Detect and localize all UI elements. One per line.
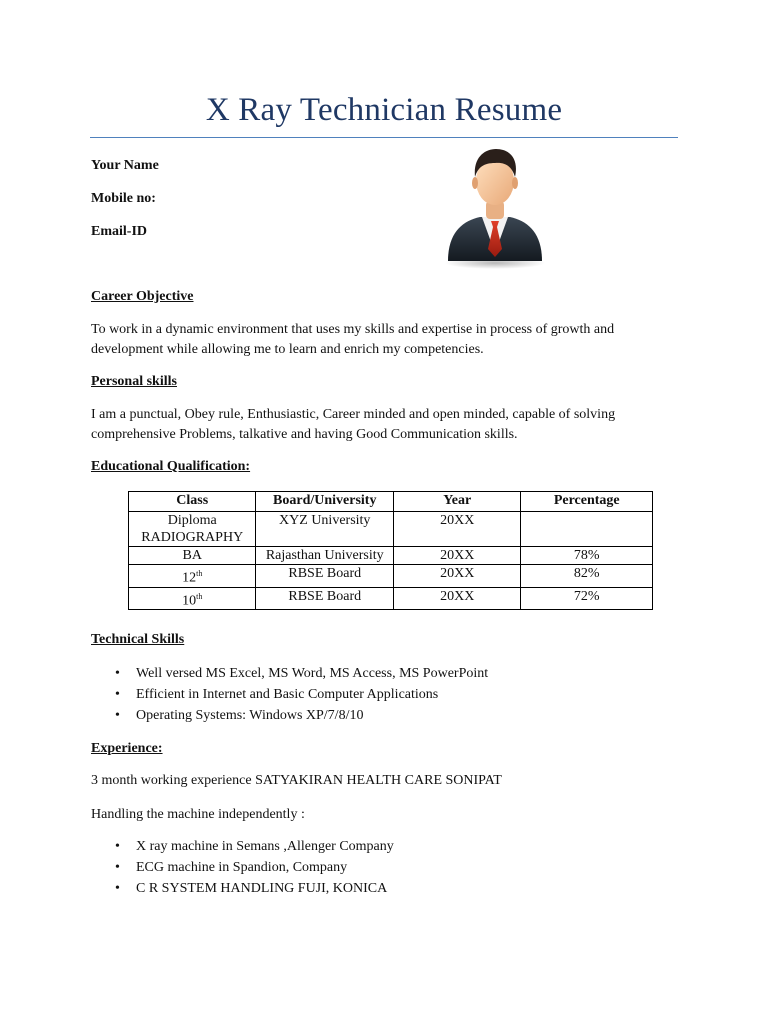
experience-handling-intro: Handling the machine independently :	[91, 807, 305, 822]
column-header-class: Class	[129, 492, 256, 512]
list-item-text: C R SYSTEM HANDLING FUJI, KONICA	[136, 881, 388, 896]
experience-heading: Experience:	[91, 741, 163, 756]
list-item	[91, 858, 394, 879]
cell-board: RBSE Board	[256, 565, 394, 588]
list-item-text: Operating Systems: Windows XP/7/8/10	[136, 708, 364, 723]
list-item-text: ECG machine in Spandion, Company	[136, 860, 348, 875]
bullet-icon: •	[115, 860, 120, 875]
class-ordinal-suffix: th	[196, 591, 203, 601]
career-objective-text: To work in a dynamic environment that uses my skills and expertise in process of growth and development while allowing me to learn and enrich my competencies.	[91, 322, 615, 357]
cell-year: 20XX	[394, 512, 521, 547]
experience-summary: 3 month working experience SATYAKIRAN HEALTH CARE SONIPAT	[91, 773, 502, 788]
cell-board: Rajasthan University	[256, 547, 394, 565]
education-heading: Educational Qualification:	[91, 459, 251, 474]
bullet-icon: •	[115, 687, 120, 702]
name-label: Your Name	[91, 158, 159, 173]
list-item	[91, 706, 488, 727]
technical-skills-heading: Technical Skills	[91, 632, 185, 647]
column-header-percentage: Percentage	[521, 492, 653, 512]
bullet-icon: •	[115, 839, 120, 854]
experience-list	[91, 837, 394, 900]
cell-board: XYZ University	[256, 512, 394, 547]
cell-year: 20XX	[394, 547, 521, 565]
personal-skills-text: I am a punctual, Obey rule, Enthusiastic, Career minded and open minded, capable of solving comprehensive Problems, talkative and having Good Communication skills.	[91, 407, 616, 442]
title-divider	[90, 137, 678, 138]
cell-percentage: 82%	[521, 565, 653, 588]
cell-class: Diploma RADIOGRAPHY	[129, 512, 256, 547]
column-header-board: Board/University	[256, 492, 394, 512]
cell-class	[129, 587, 256, 610]
table-header-row	[129, 492, 653, 512]
mobile-label: Mobile no:	[91, 191, 156, 206]
cell-class: BA	[129, 547, 256, 565]
list-item-text: X ray machine in Semans ,Allenger Company	[136, 839, 394, 854]
class-number: 10	[182, 593, 197, 609]
class-ordinal-suffix: th	[196, 569, 203, 578]
list-item-text: Well versed MS Excel, MS Word, MS Access, MS PowerPoint	[136, 666, 489, 681]
list-item	[91, 879, 394, 900]
cell-class	[129, 565, 256, 588]
list-item	[91, 837, 394, 858]
businessman-avatar-icon	[440, 145, 550, 270]
cell-year: 20XX	[394, 565, 521, 588]
table-row	[129, 565, 653, 588]
cell-percentage: 78%	[521, 547, 653, 565]
cell-percentage	[521, 512, 653, 547]
personal-skills-heading: Personal skills	[91, 374, 177, 389]
email-label: Email-ID	[91, 224, 147, 239]
cell-year: 20XX	[394, 587, 521, 610]
table-row	[129, 587, 653, 610]
bullet-icon: •	[115, 666, 120, 681]
list-item	[91, 685, 488, 706]
bullet-icon: •	[115, 708, 120, 723]
career-objective-heading: Career Objective	[91, 289, 194, 304]
cell-percentage: 72%	[521, 587, 653, 610]
table-row	[129, 512, 653, 547]
column-header-year: Year	[394, 492, 521, 512]
page-title: X Ray Technician Resume	[205, 92, 563, 128]
cell-board: RBSE Board	[256, 587, 394, 610]
technical-skills-list	[91, 664, 488, 727]
list-item-text: Efficient in Internet and Basic Computer Applications	[136, 687, 439, 702]
list-item	[91, 664, 488, 685]
table-row	[129, 547, 653, 565]
bullet-icon: •	[115, 881, 120, 896]
education-table	[128, 491, 653, 610]
class-number: 12	[182, 570, 197, 586]
